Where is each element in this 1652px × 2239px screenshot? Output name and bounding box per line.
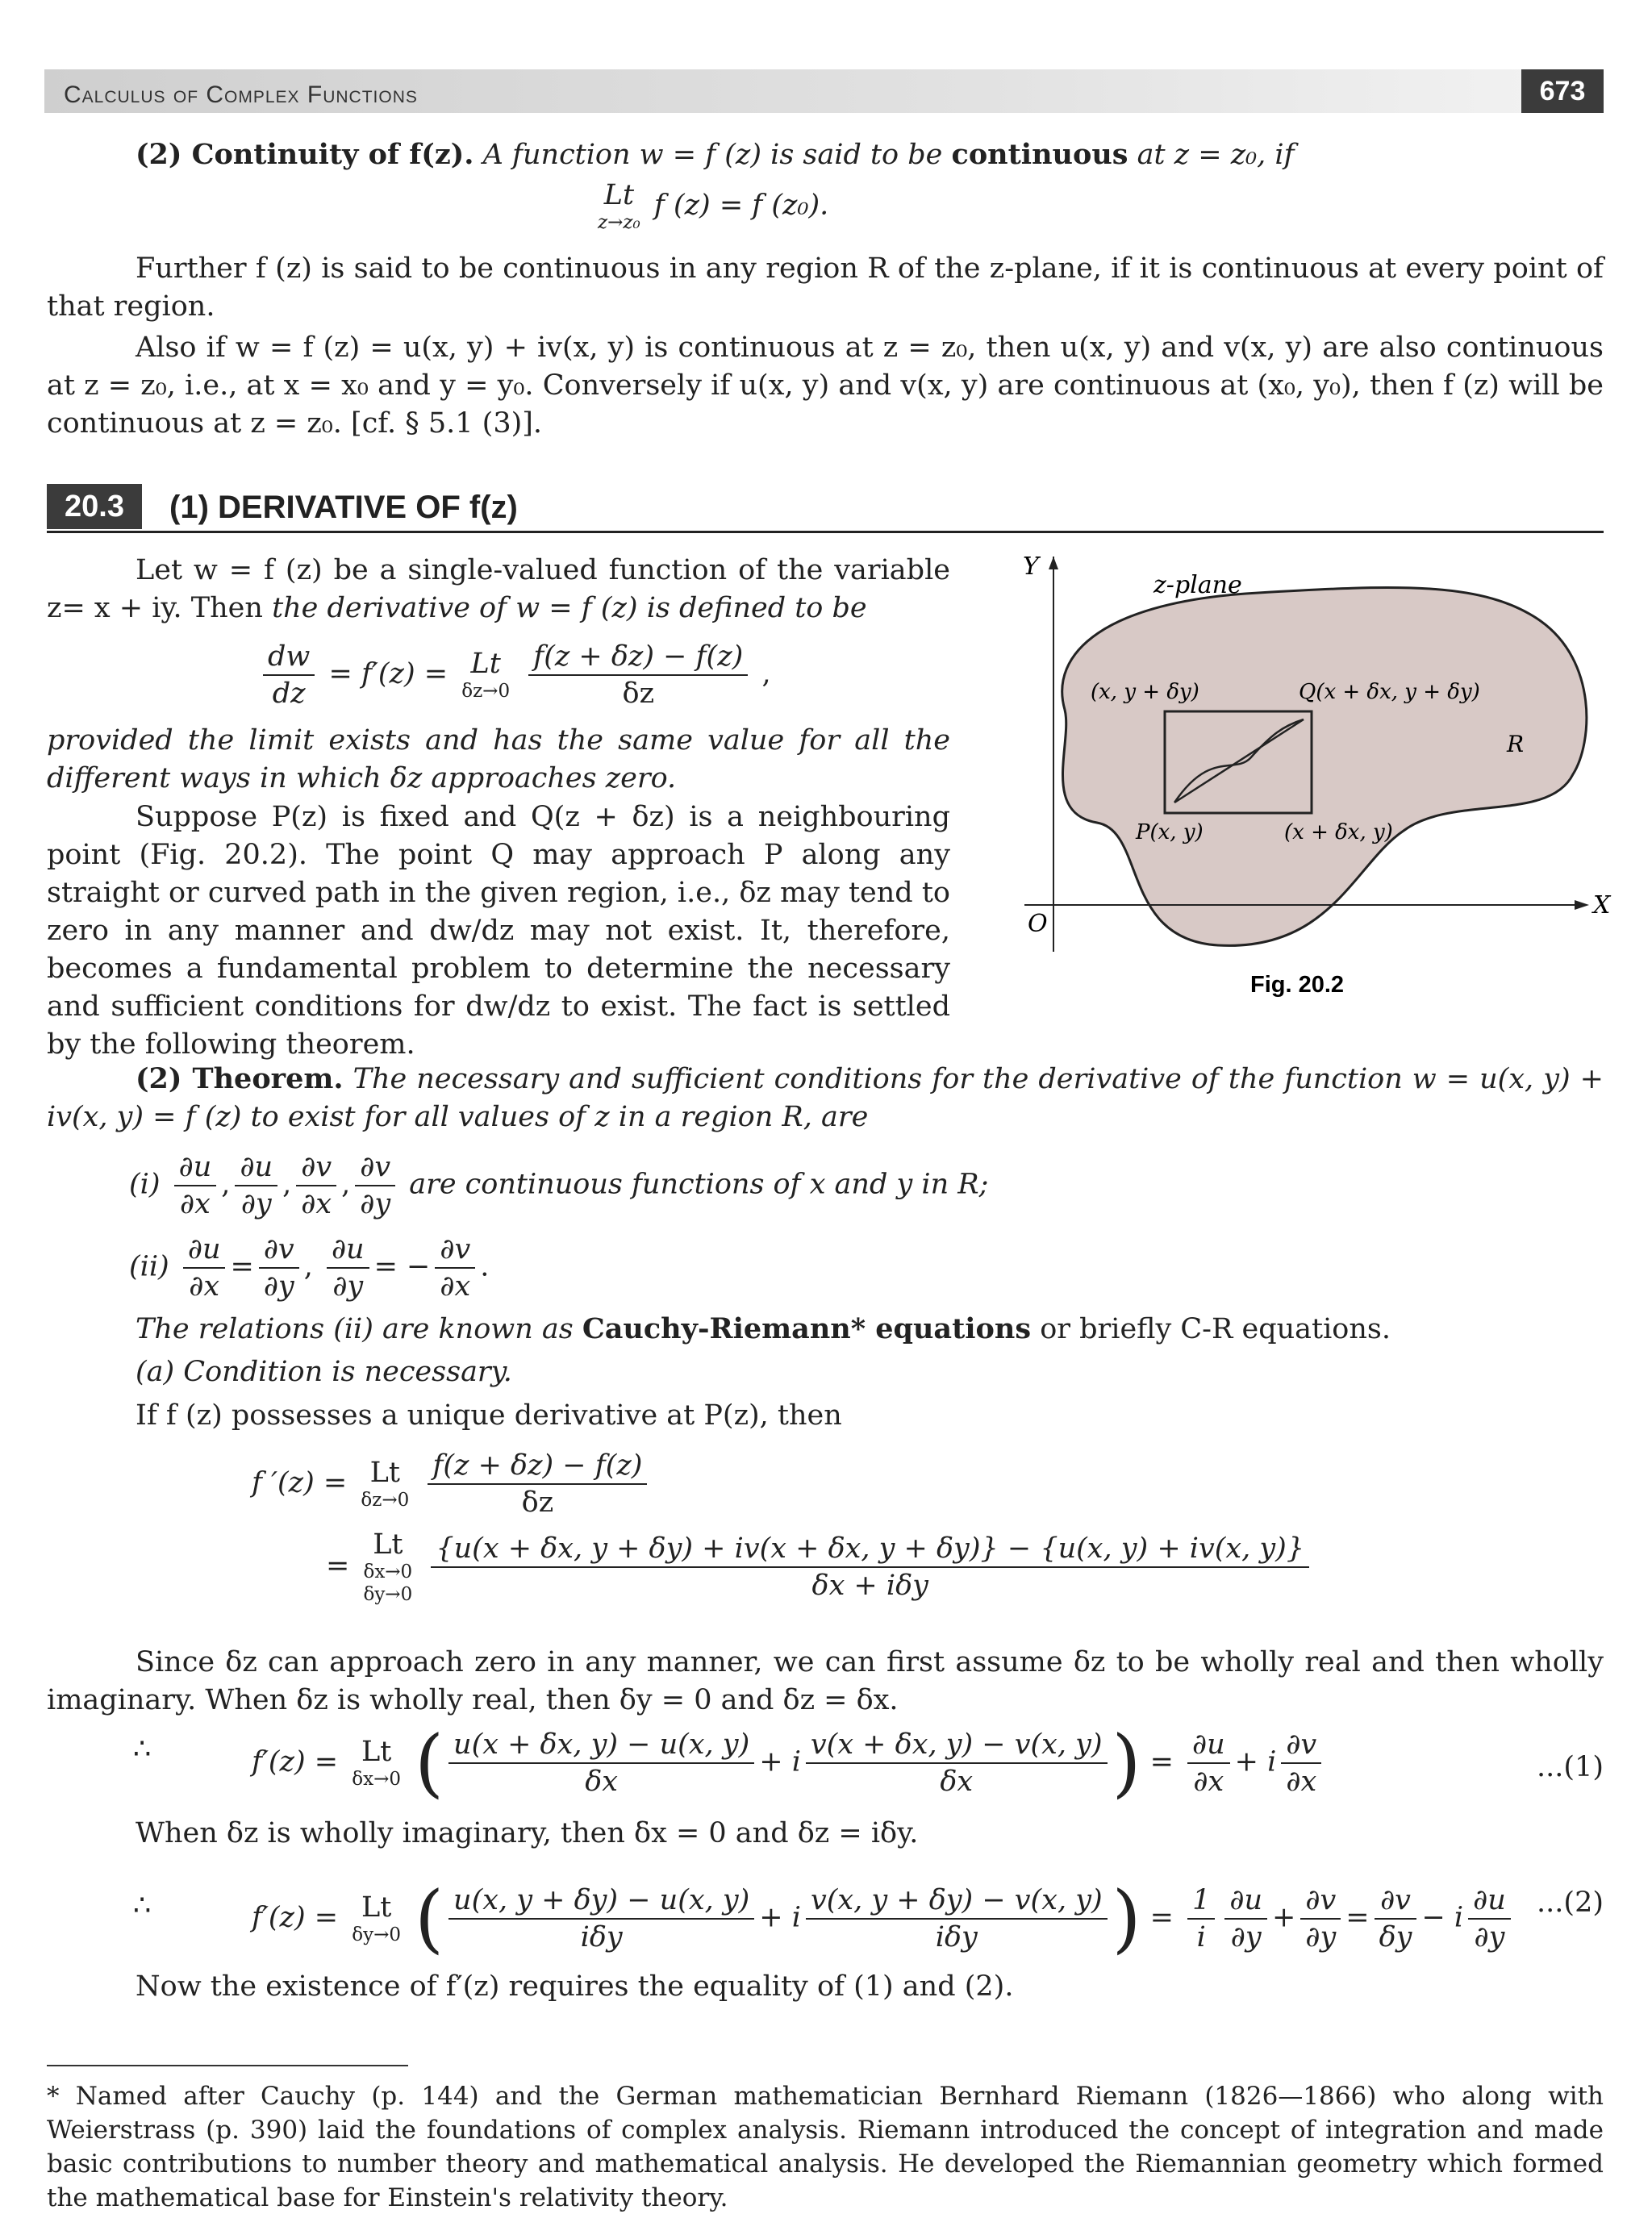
e1-lt: Lt [361,1736,392,1768]
z-plane-diagram [992,557,1613,1008]
limit-sub: z→z₀ [598,212,640,233]
equation-2: f′(z) = Lt δy→0 ( $\frac{u(x, y + \delta y) - u(x, y)}{\text{iδy}}$ + i $\frac{v(x, y + \delta y) - v(x, y)}{\text{iδy}}$ ) = $\frac{1}{i}$ $\frac{\partial u}{\partial y}$ + $\frac{\partial v}{\partial y}$ = $\frac{\partial v}{\delta y}$ − i $\frac{\partial u}{\partial y}$ [252,1882,1516,1956]
continuity-para1: Further f (z) is said to be continuous in any region R of the z-plane, if it is continuous at every point of that region. [47,252,1604,323]
f1-num: f(z + δz) − f(z) [428,1448,647,1485]
corner-bottom-left: P(x, y) [1136,820,1204,844]
e2-lt: Lt [361,1891,392,1924]
region-r [1062,587,1587,945]
condition-i: (i) $\frac{\partial u}{\partial x}$ , $\frac{\partial u}{\partial y}$ , $\frac{\partial v}{\partial x}$ , $\frac{\partial v}{\partial y}$ are continuous functions of x and y in R; [129,1151,989,1220]
if-line: If f (z) possesses a unique derivative at P(z), then [136,1399,842,1432]
section-number: 20.3 [47,484,142,529]
derivative-para3: Suppose P(z) is fixed and Q(z + δz) is a neighbouring point (Fig. 20.2). The point Q may approach P along any straight or curved path in the given region, i.e., δz may tend to zero in any manner and dw/dz may not exist. It, therefore, becomes a fundamental problem to determine the necessary and sufficient conditions for dw/dz to exist. The fact is settled by the following theorem. [47,801,950,1061]
footnote-rule [47,2065,408,2066]
continuity-intro-text: A function w = f (z) is said to be [482,139,943,171]
region-label: R [1507,731,1525,757]
derivative-para1 [47,552,950,628]
e1-num2: v(x + δx, y) − v(x, y) [806,1727,1108,1764]
eq-den: δz [622,678,655,710]
derivative-para2: provided the limit exists and has the same value for all the different ways in which δz approaches zero. [47,724,950,794]
y-axis-arrow [1049,557,1058,569]
imaginary-para: When δz is wholly imaginary, then δx = 0 and δz = iδy. [136,1817,919,1849]
condition-necessary: (a) Condition is necessary. [136,1356,512,1388]
f2-sub2: δy→0 [363,1584,413,1605]
derivative-p1b: the derivative of w = f (z) is defined to be [272,592,867,624]
continuity-intro [47,136,1604,174]
therefore-2: ∴ [133,1890,152,1922]
eq-num: f(z + δz) − f(z) [528,639,748,676]
f1-lt: Lt [369,1457,400,1489]
e2-den2: iδy [935,1921,978,1953]
f1-den: δz [521,1486,554,1519]
x-axis-arrow [1575,900,1589,910]
e2-num2: v(x, y + δy) − v(x, y) [806,1883,1108,1920]
derivative-definition [258,639,771,711]
cond-ii-label: (ii) [129,1250,169,1283]
running-title: Calculus of Complex Functions [64,81,418,108]
cr-bold: Cauchy-Riemann* equations [582,1312,1032,1345]
dz: dz [272,678,306,710]
f2-num: {u(x + δx, y + δy) + iv(x + δx, y + δy)} − {u(x, y) + iv(x, y)} [431,1531,1309,1568]
cr-equations-line [136,1310,1604,1349]
continuity-limit [593,179,828,234]
e1-den2: δx [940,1766,974,1798]
therefore-1: ∴ [133,1733,152,1766]
running-header [44,69,1604,113]
e2-sub: δy→0 [352,1924,401,1945]
derivation-step2 [326,1528,1314,1606]
condition-ii: (ii) $\frac{\partial u}{\partial x}$ = $\frac{\partial v}{\partial y}$ , $\frac{\partial u}{\partial y}$ = − $\frac{\partial v}{\partial x}$ . [129,1233,490,1303]
cond-i-text: are continuous functions of x and y in R; [409,1168,989,1201]
e2-lhs: f′(z) = [252,1901,339,1934]
figure-caption: Fig. 20.2 [1250,972,1345,998]
limit-lt: Lt [603,179,635,211]
e2-num1: u(x, y + δy) − u(x, y) [448,1883,754,1920]
section-heading [47,484,1604,533]
derivation-step1 [252,1448,652,1520]
existence-line: Now the existence of f′(z) requires the equality of (1) and (2). [136,1970,1014,2003]
e1-lhs: f′(z) = [252,1745,339,1778]
theorem-heading: (2) Theorem. [136,1062,344,1095]
eq-tail: , [761,657,771,690]
dw: dw [263,639,315,676]
e1-sub: δx→0 [352,1769,401,1790]
f2-den: δx + iδy [811,1570,928,1602]
theorem-text: The necessary and sufficient conditions for the derivative of the function w = u(x, y) + iv(x, y) = f (z) to exist for all values of z in a region R, are [47,1063,1604,1133]
f1-sub: δz→0 [361,1490,410,1511]
corner-top-right: Q(x + δx, y + δy) [1299,680,1480,704]
limit-expression: f (z) = f (z₀). [653,189,829,222]
f2-sub1: δx→0 [363,1561,413,1582]
continuity-heading: (2) Continuity of f(z). [136,138,474,171]
section-title: (1) DERIVATIVE OF f(z) [169,490,518,525]
footnote: * Named after Cauchy (p. 144) and the German mathematician Bernhard Riemann (1826—1866) who along with Weierstrass (p. 390) laid the foundations of complex analysis. Riemann introduced the concept of integration and made basic contributions to number theory and mathematical analysis. He developed the Riemannian geometry which formed the mathematical base for Einstein's relativity theory. [47,2082,1604,2212]
x-axis-label: X [1593,891,1611,919]
corner-bottom-right: (x + δx, y) [1284,820,1393,844]
since-para: Since δz can approach zero in any manner, we can first assume δz to be wholly real and then wholly imaginary. When δz is wholly real, then δy = 0 and δz = δx. [47,1646,1604,1716]
equation-1-tag: ...(1) [1537,1751,1604,1783]
f1-lhs: f ′(z) = [252,1466,348,1499]
cond-i-label: (i) [129,1168,161,1201]
cr-text-b: or briefly C-R equations. [1040,1313,1391,1345]
page-number: 673 [1521,69,1604,113]
continuity-intro-end: at z = z₀, if [1137,139,1295,171]
eq-lt-sub: δz→0 [461,681,511,702]
f2-lt: Lt [373,1528,403,1561]
e1-den1: δx [585,1766,619,1798]
z-plane-label: z-plane [1153,571,1242,599]
continuity-para2: Also if w = f (z) = u(x, y) + iv(x, y) is continuous at z = z₀, then u(x, y) and v(x, y) are also continuous at z = z₀, i.e., at x = x₀ and y = y₀. Conversely if u(x, y) and v(x, y) are continuous at (x₀, y₀), then f (z) will be continuous at z = z₀. [cf. § 5.1 (3)]. [47,331,1604,440]
derivative-p1a: Let w = f (z) be a single-valued function of the variable z= x + iy. Then [47,554,950,624]
e1-num1: u(x + δx, y) − u(x, y) [448,1727,754,1764]
equation-2-tag: ...(2) [1537,1887,1604,1919]
eq-lt: Lt [470,648,501,680]
f2-eq: = [326,1549,350,1582]
theorem-statement [47,1060,1604,1136]
cr-text-a: The relations (ii) are known as [136,1313,574,1345]
equation-1: f′(z) = Lt δx→0 ( $\frac{u(x + \delta x, y) - u(x, y)}{\delta x}$ + i $\frac{v(x + \delta x, y) - v(x, y)}{\delta x}$ ) = $\frac{\partial u}{\partial x}$ + i $\frac{\partial v}{\partial x}$ [252,1726,1326,1800]
e2-den1: iδy [580,1921,623,1953]
y-axis-label: Y [1023,557,1039,581]
eq-mid: = f′(z) = [328,657,448,690]
corner-top-left: (x, y + δy) [1091,680,1199,704]
origin-label: O [1028,910,1048,938]
continuous-word: continuous [951,138,1128,171]
figure-20-2 [992,557,1613,1008]
